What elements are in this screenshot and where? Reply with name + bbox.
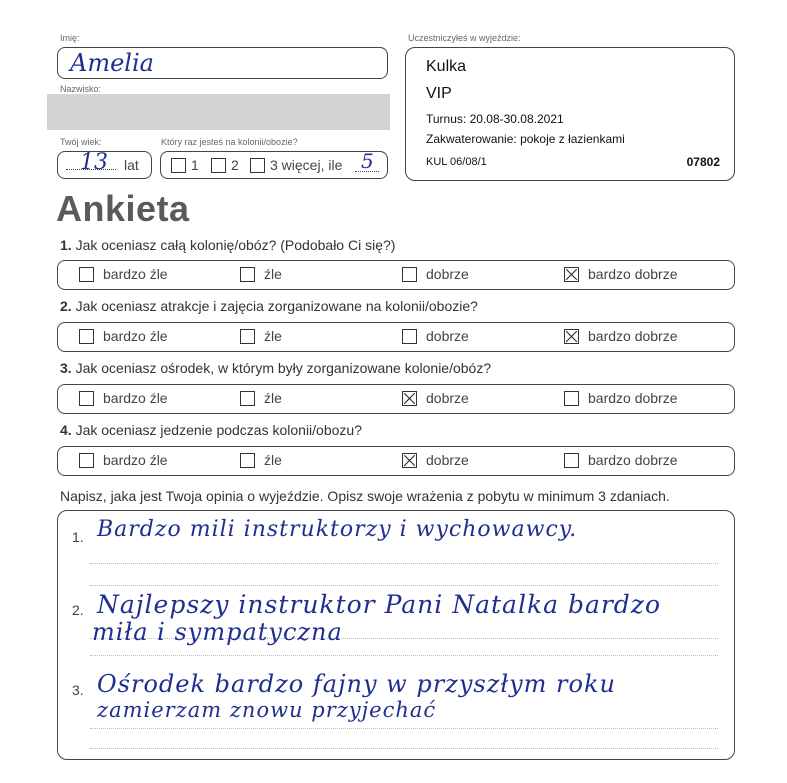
imie-label: Imię: — [60, 33, 80, 43]
wiek-value: 13 — [80, 150, 108, 175]
wiek-unit: lat — [124, 157, 139, 173]
opinion-cont-2: miła i sympatyczna — [92, 618, 343, 646]
rule-2 — [90, 585, 718, 586]
zakw-value: pokoje z łazienkami — [520, 132, 625, 146]
opinion-cont-3: zamierzam znowu przyjechać — [97, 698, 437, 722]
option-label: bardzo dobrze — [588, 328, 678, 344]
question-number: 4. — [60, 422, 72, 438]
opt3-checkbox[interactable] — [250, 158, 265, 173]
opt2-label: 2 — [231, 157, 239, 173]
nazwisko-label: Nazwisko: — [60, 84, 102, 94]
option-checkbox[interactable] — [79, 267, 94, 282]
answer-row-1 — [57, 260, 735, 290]
option-checkbox[interactable] — [564, 453, 579, 468]
question-number: 1. — [60, 237, 72, 253]
option-checkbox[interactable] — [240, 329, 255, 344]
trip-name: Kulka — [426, 58, 467, 75]
ile-value: 5 — [361, 149, 374, 173]
opinion-num-1: 1. — [72, 529, 84, 545]
opt1-checkbox[interactable] — [171, 158, 186, 173]
option-label: bardzo źle — [103, 266, 168, 282]
opt3-label: 3 więcej, ile — [270, 157, 343, 173]
option-label: dobrze — [426, 452, 469, 468]
rule-6 — [90, 748, 718, 749]
trip-label: Uczestniczyłeś w wyjeździe: — [408, 33, 521, 43]
option-label: bardzo dobrze — [588, 266, 678, 282]
option-label: bardzo źle — [103, 328, 168, 344]
turnus-value: 20.08-30.08.2021 — [469, 112, 564, 126]
option-checkbox[interactable] — [402, 267, 417, 282]
option-checkbox[interactable] — [564, 267, 579, 282]
trip-number: 07802 — [686, 155, 720, 169]
opinion-text-3: Ośrodek bardzo fajny w przyszłym roku — [97, 670, 616, 698]
rule-1 — [90, 563, 718, 564]
ktory-raz-field — [160, 151, 388, 179]
option-label: bardzo dobrze — [588, 452, 678, 468]
option-label: bardzo źle — [103, 452, 168, 468]
imie-value: Amelia — [70, 49, 154, 77]
option-checkbox[interactable] — [79, 391, 94, 406]
opinion-text-2: Najlepszy instruktor Pani Natalka bardzo — [97, 590, 662, 619]
question-1 — [60, 237, 395, 253]
option-checkbox[interactable] — [240, 267, 255, 282]
option-label: bardzo źle — [103, 390, 168, 406]
trip-box — [405, 47, 735, 181]
ktory-raz-label: Który raz jesteś na kolonii/obozie? — [161, 137, 298, 147]
opinion-text-1: Bardzo mili instruktorzy i wychowawcy. — [97, 517, 578, 542]
trip-type: VIP — [426, 85, 452, 102]
option-label: źle — [264, 266, 282, 282]
question-number: 3. — [60, 360, 72, 376]
question-text: Jak oceniasz atrakcje i zajęcia zorganizowane na kolonii/obozie? — [75, 298, 478, 314]
question-text: Jak oceniasz jedzenie podczas kolonii/obozu? — [75, 422, 362, 438]
option-label: dobrze — [426, 390, 469, 406]
option-label: źle — [264, 390, 282, 406]
option-label: źle — [264, 452, 282, 468]
page-title: Ankieta — [56, 188, 190, 229]
opt1-label: 1 — [191, 157, 199, 173]
option-checkbox[interactable] — [240, 391, 255, 406]
question-text: Jak oceniasz ośrodek, w którym były zorganizowane kolonie/obóz? — [75, 360, 492, 376]
option-checkbox[interactable] — [240, 453, 255, 468]
imie-field[interactable] — [57, 47, 388, 79]
opinion-prompt: Napisz, jaka jest Twoja opinia o wyjeździe. Opisz swoje wrażenia z pobytu w minimum 3 zdaniach. — [60, 488, 670, 504]
question-text: Jak oceniasz całą kolonię/obóz? (Podobało Ci się?) — [75, 237, 396, 253]
wiek-field[interactable] — [57, 151, 152, 179]
option-checkbox[interactable] — [402, 453, 417, 468]
question-3 — [60, 360, 491, 376]
rule-4 — [90, 655, 718, 656]
option-label: źle — [264, 328, 282, 344]
opt2-checkbox[interactable] — [211, 158, 226, 173]
nazwisko-redaction — [47, 94, 390, 130]
trip-code: KUL 06/08/1 — [426, 156, 487, 168]
question-4 — [60, 422, 362, 438]
option-label: dobrze — [426, 328, 469, 344]
opinion-num-2: 2. — [72, 602, 84, 618]
question-2 — [60, 298, 478, 314]
turnus-label: Turnus: — [426, 112, 467, 126]
option-label: dobrze — [426, 266, 469, 282]
question-number: 2. — [60, 298, 72, 314]
option-label: bardzo dobrze — [588, 390, 678, 406]
answer-row-2 — [57, 322, 735, 352]
option-checkbox[interactable] — [79, 453, 94, 468]
option-checkbox[interactable] — [564, 391, 579, 406]
answer-row-4 — [57, 446, 735, 476]
zakw-label: Zakwaterowanie: — [426, 132, 517, 146]
answer-row-3 — [57, 384, 735, 414]
wiek-label: Twój wiek: — [60, 137, 102, 147]
option-checkbox[interactable] — [79, 329, 94, 344]
option-checkbox[interactable] — [402, 329, 417, 344]
opinion-num-3: 3. — [72, 682, 84, 698]
rule-5 — [90, 728, 718, 729]
option-checkbox[interactable] — [564, 329, 579, 344]
option-checkbox[interactable] — [402, 391, 417, 406]
